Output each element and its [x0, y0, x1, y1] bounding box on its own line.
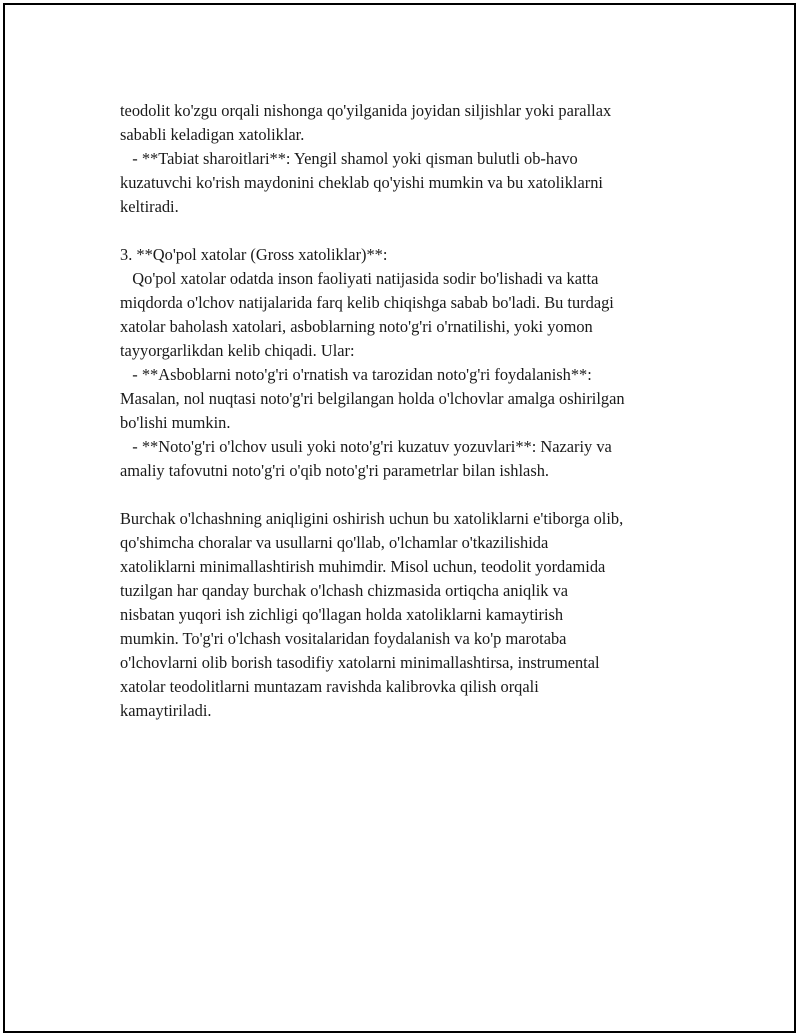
text-line: bo'lishi mumkin. [120, 413, 231, 432]
text-line: keltiradi. [120, 197, 179, 216]
text-line: Burchak o'lchashning aniqligini oshirish uchun bu xatoliklarni e'tiborga olib, [120, 509, 624, 528]
text-line: Masalan, nol nuqtasi noto'g'ri belgilangan holda o'lchovlar amalga oshirilgan [120, 389, 625, 408]
text-line: - **Asboblarni noto'g'ri o'rnatish va tarozidan noto'g'ri foydalanish**: [120, 365, 592, 384]
text-line: kamaytiriladi. [120, 701, 212, 720]
text-line: Qo'pol xatolar odatda inson faoliyati natijasida sodir bo'lishadi va katta [120, 269, 599, 288]
text-line: xatolar baholash xatolari, asboblarning noto'g'ri o'rnatilishi, yoki yomon [120, 317, 593, 336]
text-line: tayyorgarlikdan kelib chiqadi. Ular: [120, 341, 355, 360]
section-heading: 3. **Qo'pol xatolar (Gross xatoliklar)**: [120, 245, 388, 264]
document-body [120, 99, 700, 723]
document-page [3, 3, 796, 1033]
text-line: - **Tabiat sharoitlari**: Yengil shamol yoki qisman bulutli ob-havo [120, 149, 578, 168]
text-line: nisbatan yuqori ish zichligi qo'llagan holda xatoliklarni kamaytirish [120, 605, 564, 624]
paragraph-gap [120, 219, 700, 243]
text-line: miqdorda o'lchov natijalarida farq kelib chiqishga sabab bo'ladi. Bu turdagi [120, 293, 614, 312]
text-line: mumkin. To'g'ri o'lchash vositalaridan foydalanish va ko'p marotaba [120, 629, 567, 648]
text-line: kuzatuvchi ko'rish maydonini cheklab qo'yishi mumkin va bu xatoliklarni [120, 173, 603, 192]
paragraph-gap [120, 483, 700, 507]
text-line: xatoliklarni minimallashtirish muhimdir. Misol uchun, teodolit yordamida [120, 557, 606, 576]
text-line: o'lchovlarni olib borish tasodifiy xatolarni minimallashtirsa, instrumental [120, 653, 600, 672]
text-line: xatolar teodolitlarni muntazam ravishda kalibrovka qilish orqali [120, 677, 539, 696]
text-line: sababli keladigan xatoliklar. [120, 125, 305, 144]
text-line: amaliy tafovutni noto'g'ri o'qib noto'g'ri parametrlar bilan ishlash. [120, 461, 549, 480]
text-line: qo'shimcha choralar va usullarni qo'llab, o'lchamlar o'tkazilishida [120, 533, 549, 552]
text-line: tuzilgan har qanday burchak o'lchash chizmasida ortiqcha aniqlik va [120, 581, 569, 600]
text-line: - **Noto'g'ri o'lchov usuli yoki noto'g'ri kuzatuv yozuvlari**: Nazariy va [120, 437, 612, 456]
text-line: teodolit ko'zgu orqali nishonga qo'yilganida joyidan siljishlar yoki parallax [120, 101, 612, 120]
